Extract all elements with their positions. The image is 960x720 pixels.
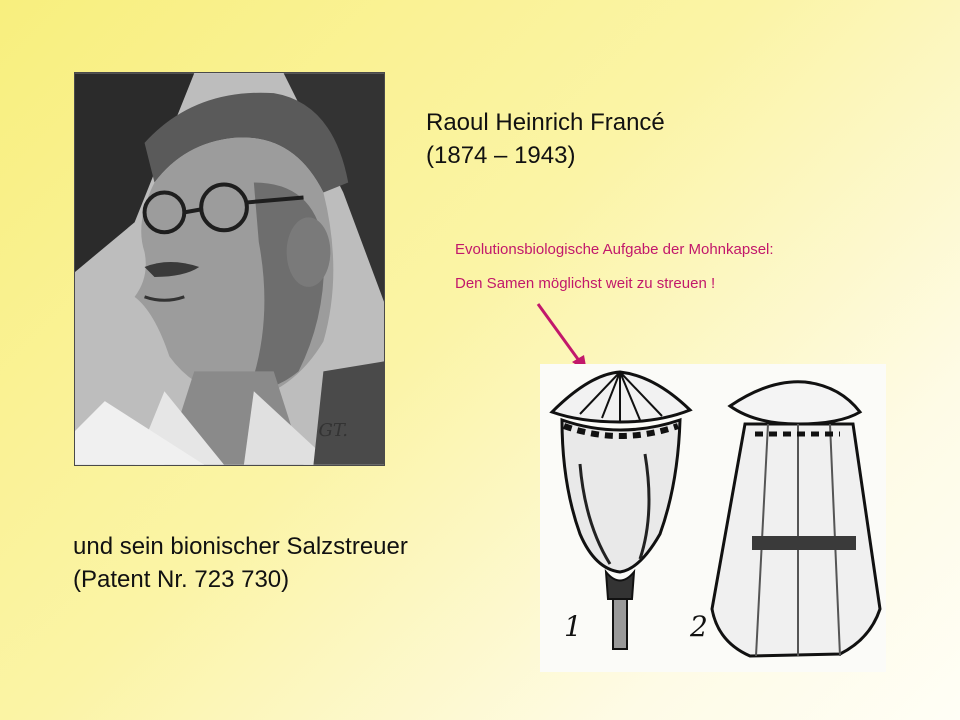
caption-line-1: und sein bionischer Salzstreuer <box>73 533 408 560</box>
figure-label-2: 2 <box>690 610 708 643</box>
person-name: Raoul Heinrich Francé <box>426 109 665 136</box>
poppy-capsule-drawing <box>552 372 690 649</box>
caption-line-2: (Patent Nr. 723 730) <box>73 566 290 593</box>
artist-signature: GT. <box>318 420 348 441</box>
patent-caption <box>73 530 408 596</box>
poppy-capsule-saltshaker-figure <box>540 364 886 672</box>
portrait-sketch <box>74 72 385 466</box>
figure-label-1: 1 <box>564 610 582 643</box>
annotation-line-1: Evolutionsbiologische Aufgabe der Mohnkapsel: <box>455 241 774 258</box>
annotation-line-2: Den Samen möglichst weit zu streuen ! <box>455 275 716 292</box>
person-title <box>426 106 665 172</box>
salt-shaker-drawing <box>689 382 880 656</box>
person-years: (1874 – 1943) <box>426 142 576 169</box>
